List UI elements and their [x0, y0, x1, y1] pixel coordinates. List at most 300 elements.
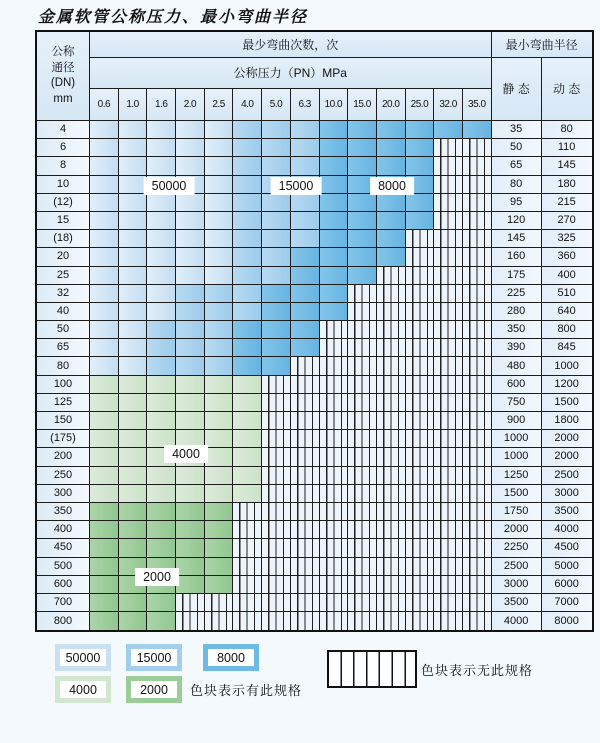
- static-radius-value: 3000: [492, 576, 542, 594]
- no-spec-cell: [434, 339, 463, 357]
- dynamic-radius-value: 510: [542, 285, 592, 303]
- spec-cell: [348, 230, 377, 248]
- no-spec-cell: [233, 576, 262, 594]
- spec-cell: [406, 121, 435, 139]
- no-spec-cell: [377, 594, 406, 612]
- no-spec-cell: [320, 558, 349, 576]
- no-spec-cell: [377, 376, 406, 394]
- dn-label: 50: [37, 321, 90, 339]
- spec-cell: [262, 248, 291, 266]
- dynamic-radius-value: 4500: [542, 539, 592, 557]
- spec-cell: [90, 248, 119, 266]
- no-spec-cell: [406, 521, 435, 539]
- dn-label: 100: [37, 376, 90, 394]
- dn-header-line: mm: [53, 92, 73, 105]
- spec-cell: [176, 285, 205, 303]
- spec-cell: [291, 121, 320, 139]
- no-spec-cell: [406, 539, 435, 557]
- spec-cell: [176, 339, 205, 357]
- spec-cell: [119, 139, 148, 157]
- legend-has-spec-text: 色块表示有此规格: [190, 683, 303, 698]
- spec-cell: [176, 558, 205, 576]
- no-spec-cell: [463, 612, 492, 630]
- no-spec-cell: [406, 448, 435, 466]
- no-spec-cell: [406, 267, 435, 285]
- spec-cell: [90, 394, 119, 412]
- spec-cell: [291, 248, 320, 266]
- spec-cell: [119, 157, 148, 175]
- spec-cell: [291, 285, 320, 303]
- spec-cell: [119, 376, 148, 394]
- no-spec-cell: [262, 412, 291, 430]
- spec-cell: [233, 212, 262, 230]
- spec-cell: [262, 303, 291, 321]
- no-spec-cell: [434, 157, 463, 175]
- no-spec-cell: [463, 576, 492, 594]
- no-spec-cell: [262, 394, 291, 412]
- spec-cell: [205, 430, 234, 448]
- dynamic-radius-value: 3500: [542, 503, 592, 521]
- spec-cell: [205, 485, 234, 503]
- spec-cell: [377, 121, 406, 139]
- no-spec-cell: [348, 285, 377, 303]
- no-spec-cell: [291, 430, 320, 448]
- no-spec-cell: [291, 594, 320, 612]
- no-spec-cell: [463, 376, 492, 394]
- spec-cell: [205, 285, 234, 303]
- no-spec-cell: [463, 430, 492, 448]
- no-spec-cell: [320, 339, 349, 357]
- dn-label: 400: [37, 521, 90, 539]
- spec-cell: [147, 394, 176, 412]
- spec-cell: [147, 612, 176, 630]
- spec-cell: [205, 503, 234, 521]
- spec-cell: [348, 139, 377, 157]
- spec-cell: [176, 121, 205, 139]
- no-spec-cell: [233, 612, 262, 630]
- legend-swatch-15000: 15000: [126, 644, 182, 671]
- spec-cell: [348, 248, 377, 266]
- no-spec-cell: [406, 376, 435, 394]
- dynamic-radius-value: 360: [542, 248, 592, 266]
- spec-cell: [176, 539, 205, 557]
- dn-label: 700: [37, 594, 90, 612]
- no-spec-cell: [377, 303, 406, 321]
- spec-cell: [233, 339, 262, 357]
- static-radius-value: 1000: [492, 430, 542, 448]
- no-spec-cell: [434, 612, 463, 630]
- spec-cell: [119, 467, 148, 485]
- dynamic-radius-value: 215: [542, 194, 592, 212]
- no-spec-cell: [205, 612, 234, 630]
- dynamic-radius-value: 5000: [542, 558, 592, 576]
- no-spec-cell: [463, 467, 492, 485]
- pressure-tick: 2.5: [205, 89, 234, 121]
- spec-cell: [291, 212, 320, 230]
- static-radius-value: 50: [492, 139, 542, 157]
- spec-cell: [176, 376, 205, 394]
- no-spec-cell: [406, 285, 435, 303]
- no-spec-cell: [434, 230, 463, 248]
- dn-label: 125: [37, 394, 90, 412]
- spec-cell: [90, 376, 119, 394]
- no-spec-cell: [348, 321, 377, 339]
- spec-cell: [291, 139, 320, 157]
- static-radius-value: 80: [492, 176, 542, 194]
- no-spec-cell: [434, 303, 463, 321]
- spec-cell: [147, 503, 176, 521]
- no-spec-cell: [320, 448, 349, 466]
- static-radius-value: 1250: [492, 467, 542, 485]
- no-spec-cell: [463, 267, 492, 285]
- dynamic-radius-value: 400: [542, 267, 592, 285]
- pressure-tick: 2.0: [176, 89, 205, 121]
- dn-label: 65: [37, 339, 90, 357]
- no-spec-cell: [463, 485, 492, 503]
- no-spec-cell: [348, 576, 377, 594]
- spec-cell: [406, 194, 435, 212]
- spec-cell: [90, 285, 119, 303]
- spec-cell: [205, 230, 234, 248]
- spec-cell: [377, 157, 406, 175]
- spec-cell: [176, 303, 205, 321]
- no-spec-cell: [348, 394, 377, 412]
- spec-cell: [90, 121, 119, 139]
- dn-label: 4: [37, 121, 90, 139]
- spec-cell: [176, 503, 205, 521]
- no-spec-cell: [434, 357, 463, 375]
- spec-cell: [119, 339, 148, 357]
- no-spec-cell: [463, 357, 492, 375]
- dn-header-cell: [37, 32, 90, 121]
- spec-cell: [205, 212, 234, 230]
- no-spec-cell: [377, 339, 406, 357]
- no-spec-cell: [348, 430, 377, 448]
- legend-swatch-8000: 8000: [203, 644, 259, 671]
- dynamic-radius-value: 1200: [542, 376, 592, 394]
- no-spec-cell: [406, 467, 435, 485]
- no-spec-cell: [291, 394, 320, 412]
- no-spec-cell: [348, 339, 377, 357]
- spec-cell: [262, 157, 291, 175]
- dn-label: 350: [37, 503, 90, 521]
- no-spec-cell: [463, 558, 492, 576]
- no-spec-cell: [377, 357, 406, 375]
- spec-cell: [176, 521, 205, 539]
- static-radius-value: 1000: [492, 448, 542, 466]
- spec-cell: [147, 357, 176, 375]
- spec-cell: [291, 157, 320, 175]
- spec-cell: [320, 176, 349, 194]
- dynamic-radius-value: 8000: [542, 612, 592, 630]
- spec-cell: [176, 576, 205, 594]
- static-radius-value: 95: [492, 194, 542, 212]
- no-spec-cell: [176, 612, 205, 630]
- pressure-tick: 15.0: [348, 89, 377, 121]
- no-spec-cell: [233, 503, 262, 521]
- spec-cell: [348, 267, 377, 285]
- spec-cell: [119, 285, 148, 303]
- dynamic-radius-value: 110: [542, 139, 592, 157]
- no-spec-cell: [434, 539, 463, 557]
- no-spec-cell: [233, 594, 262, 612]
- spec-cell: [291, 267, 320, 285]
- spec-cell: [90, 139, 119, 157]
- spec-cell: [176, 139, 205, 157]
- no-spec-cell: [434, 430, 463, 448]
- spec-cell: [176, 157, 205, 175]
- no-spec-cell: [406, 558, 435, 576]
- spec-cell: [233, 303, 262, 321]
- no-spec-cell: [463, 285, 492, 303]
- bend-cycles-header: 最少弯曲次数，次: [90, 32, 492, 58]
- spec-cell: [406, 212, 435, 230]
- dn-label: 200: [37, 448, 90, 466]
- spec-cell: [262, 139, 291, 157]
- static-radius-value: 3500: [492, 594, 542, 612]
- dn-label: 15: [37, 212, 90, 230]
- spec-cell: [406, 157, 435, 175]
- min-radius-header: 最小弯曲半径: [492, 32, 592, 58]
- bend-count-label: 15000: [271, 177, 322, 195]
- no-spec-cell: [434, 176, 463, 194]
- static-radius-value: 280: [492, 303, 542, 321]
- spec-cell: [119, 485, 148, 503]
- spec-cell: [119, 521, 148, 539]
- spec-cell: [176, 357, 205, 375]
- spec-cell: [377, 139, 406, 157]
- spec-cell: [233, 448, 262, 466]
- static-radius-value: 120: [492, 212, 542, 230]
- legend-swatch-4000: 4000: [55, 676, 111, 703]
- spec-cell: [233, 376, 262, 394]
- legend-swatch-2000: 2000: [126, 676, 182, 703]
- spec-cell: [119, 503, 148, 521]
- no-spec-cell: [262, 503, 291, 521]
- no-spec-cell: [320, 521, 349, 539]
- spec-cell: [205, 467, 234, 485]
- no-spec-cell: [348, 303, 377, 321]
- no-spec-cell: [377, 394, 406, 412]
- spec-cell: [291, 303, 320, 321]
- spec-cell: [291, 230, 320, 248]
- no-spec-cell: [320, 394, 349, 412]
- spec-cell: [90, 576, 119, 594]
- spec-cell: [147, 412, 176, 430]
- no-spec-cell: [320, 467, 349, 485]
- no-spec-cell: [406, 503, 435, 521]
- spec-cell: [233, 357, 262, 375]
- spec-cell: [233, 485, 262, 503]
- spec-cell: [377, 212, 406, 230]
- no-spec-cell: [463, 194, 492, 212]
- static-radius-value: 900: [492, 412, 542, 430]
- no-spec-cell: [320, 576, 349, 594]
- no-spec-cell: [377, 503, 406, 521]
- no-spec-cell: [377, 430, 406, 448]
- no-spec-cell: [320, 485, 349, 503]
- spec-cell: [176, 230, 205, 248]
- no-spec-cell: [406, 594, 435, 612]
- dn-label: 20: [37, 248, 90, 266]
- no-spec-cell: [320, 503, 349, 521]
- table-grid: [35, 30, 594, 632]
- no-spec-cell: [291, 412, 320, 430]
- static-radius-value: 1750: [492, 503, 542, 521]
- no-spec-cell: [348, 594, 377, 612]
- no-spec-cell: [434, 267, 463, 285]
- no-spec-cell: [377, 576, 406, 594]
- no-spec-cell: [434, 485, 463, 503]
- spec-cell: [176, 194, 205, 212]
- spec-cell: [147, 267, 176, 285]
- static-radius-value: 175: [492, 267, 542, 285]
- spec-cell: [176, 412, 205, 430]
- no-spec-cell: [463, 503, 492, 521]
- spec-cell: [147, 121, 176, 139]
- spec-cell: [262, 194, 291, 212]
- no-spec-cell: [262, 467, 291, 485]
- spec-cell: [147, 321, 176, 339]
- no-spec-cell: [377, 467, 406, 485]
- spec-cell: [320, 230, 349, 248]
- spec-cell: [119, 412, 148, 430]
- spec-cell: [90, 594, 119, 612]
- spec-cell: [205, 558, 234, 576]
- spec-cell: [205, 376, 234, 394]
- no-spec-cell: [320, 357, 349, 375]
- no-spec-cell: [406, 339, 435, 357]
- spec-cell: [119, 230, 148, 248]
- dn-label: (175): [37, 430, 90, 448]
- no-spec-cell: [348, 357, 377, 375]
- pressure-tick: 1.6: [147, 89, 176, 121]
- spec-cell: [262, 285, 291, 303]
- static-radius-value: 1500: [492, 485, 542, 503]
- spec-cell: [233, 467, 262, 485]
- no-spec-cell: [262, 612, 291, 630]
- no-spec-cell: [463, 139, 492, 157]
- spec-cell: [320, 157, 349, 175]
- pressure-tick: 25.0: [406, 89, 435, 121]
- spec-cell: [262, 267, 291, 285]
- no-spec-cell: [320, 430, 349, 448]
- no-spec-cell: [348, 521, 377, 539]
- spec-cell: [147, 248, 176, 266]
- dn-label: 250: [37, 467, 90, 485]
- dynamic-radius-value: 3000: [542, 485, 592, 503]
- spec-cell: [205, 357, 234, 375]
- dynamic-radius-value: 1500: [542, 394, 592, 412]
- spec-cell: [463, 121, 492, 139]
- pressure-tick: 4.0: [233, 89, 262, 121]
- no-spec-cell: [406, 576, 435, 594]
- no-spec-cell: [233, 521, 262, 539]
- legend-hatch-swatch: [327, 650, 417, 688]
- pressure-tick: 32.0: [434, 89, 463, 121]
- spec-cell: [262, 357, 291, 375]
- no-spec-cell: [262, 485, 291, 503]
- spec-cell: [90, 521, 119, 539]
- spec-cell: [90, 321, 119, 339]
- no-spec-cell: [262, 521, 291, 539]
- spec-cell: [233, 412, 262, 430]
- dn-label: 150: [37, 412, 90, 430]
- no-spec-cell: [291, 521, 320, 539]
- spec-cell: [205, 176, 234, 194]
- no-spec-cell: [434, 139, 463, 157]
- spec-cell: [119, 212, 148, 230]
- dynamic-radius-value: 845: [542, 339, 592, 357]
- no-spec-cell: [463, 339, 492, 357]
- no-spec-cell: [291, 376, 320, 394]
- spec-cell: [147, 485, 176, 503]
- no-spec-cell: [406, 412, 435, 430]
- spec-cell: [434, 121, 463, 139]
- legend: [0, 637, 600, 727]
- no-spec-cell: [463, 212, 492, 230]
- no-spec-cell: [406, 248, 435, 266]
- spec-cell: [147, 594, 176, 612]
- no-spec-cell: [291, 539, 320, 557]
- no-spec-cell: [434, 394, 463, 412]
- spec-cell: [205, 412, 234, 430]
- no-spec-cell: [463, 521, 492, 539]
- pressure-tick: 20.0: [377, 89, 406, 121]
- static-radius-value: 145: [492, 230, 542, 248]
- spec-cell: [90, 339, 119, 357]
- no-spec-cell: [205, 594, 234, 612]
- dynamic-radius-value: 2500: [542, 467, 592, 485]
- no-spec-cell: [463, 539, 492, 557]
- pressure-tick: 1.0: [119, 89, 148, 121]
- no-spec-cell: [434, 321, 463, 339]
- spec-cell: [233, 321, 262, 339]
- spec-cell: [90, 212, 119, 230]
- no-spec-cell: [434, 576, 463, 594]
- static-radius-value: 65: [492, 157, 542, 175]
- spec-cell: [262, 212, 291, 230]
- spec-cell: [320, 303, 349, 321]
- spec-cell: [233, 157, 262, 175]
- spec-cell: [90, 267, 119, 285]
- spec-cell: [262, 339, 291, 357]
- dynamic-radius-value: 800: [542, 321, 592, 339]
- spec-cell: [348, 121, 377, 139]
- no-spec-cell: [434, 212, 463, 230]
- spec-cell: [205, 394, 234, 412]
- no-spec-cell: [463, 303, 492, 321]
- dn-label: 500: [37, 558, 90, 576]
- spec-cell: [205, 576, 234, 594]
- spec-cell: [205, 157, 234, 175]
- dynamic-radius-value: 1800: [542, 412, 592, 430]
- dynamic-radius-value: 270: [542, 212, 592, 230]
- no-spec-cell: [262, 558, 291, 576]
- no-spec-cell: [348, 503, 377, 521]
- spec-cell: [147, 285, 176, 303]
- spec-cell: [233, 139, 262, 157]
- static-radius-value: 4000: [492, 612, 542, 630]
- spec-cell: [291, 321, 320, 339]
- legend-no-spec-text: 色块表示无此规格: [421, 663, 534, 678]
- pressure-band-header: 公称压力（PN）MPa: [90, 58, 492, 89]
- spec-cell: [119, 248, 148, 266]
- spec-cell: [320, 285, 349, 303]
- no-spec-cell: [377, 267, 406, 285]
- no-spec-cell: [463, 157, 492, 175]
- dynamic-radius-value: 640: [542, 303, 592, 321]
